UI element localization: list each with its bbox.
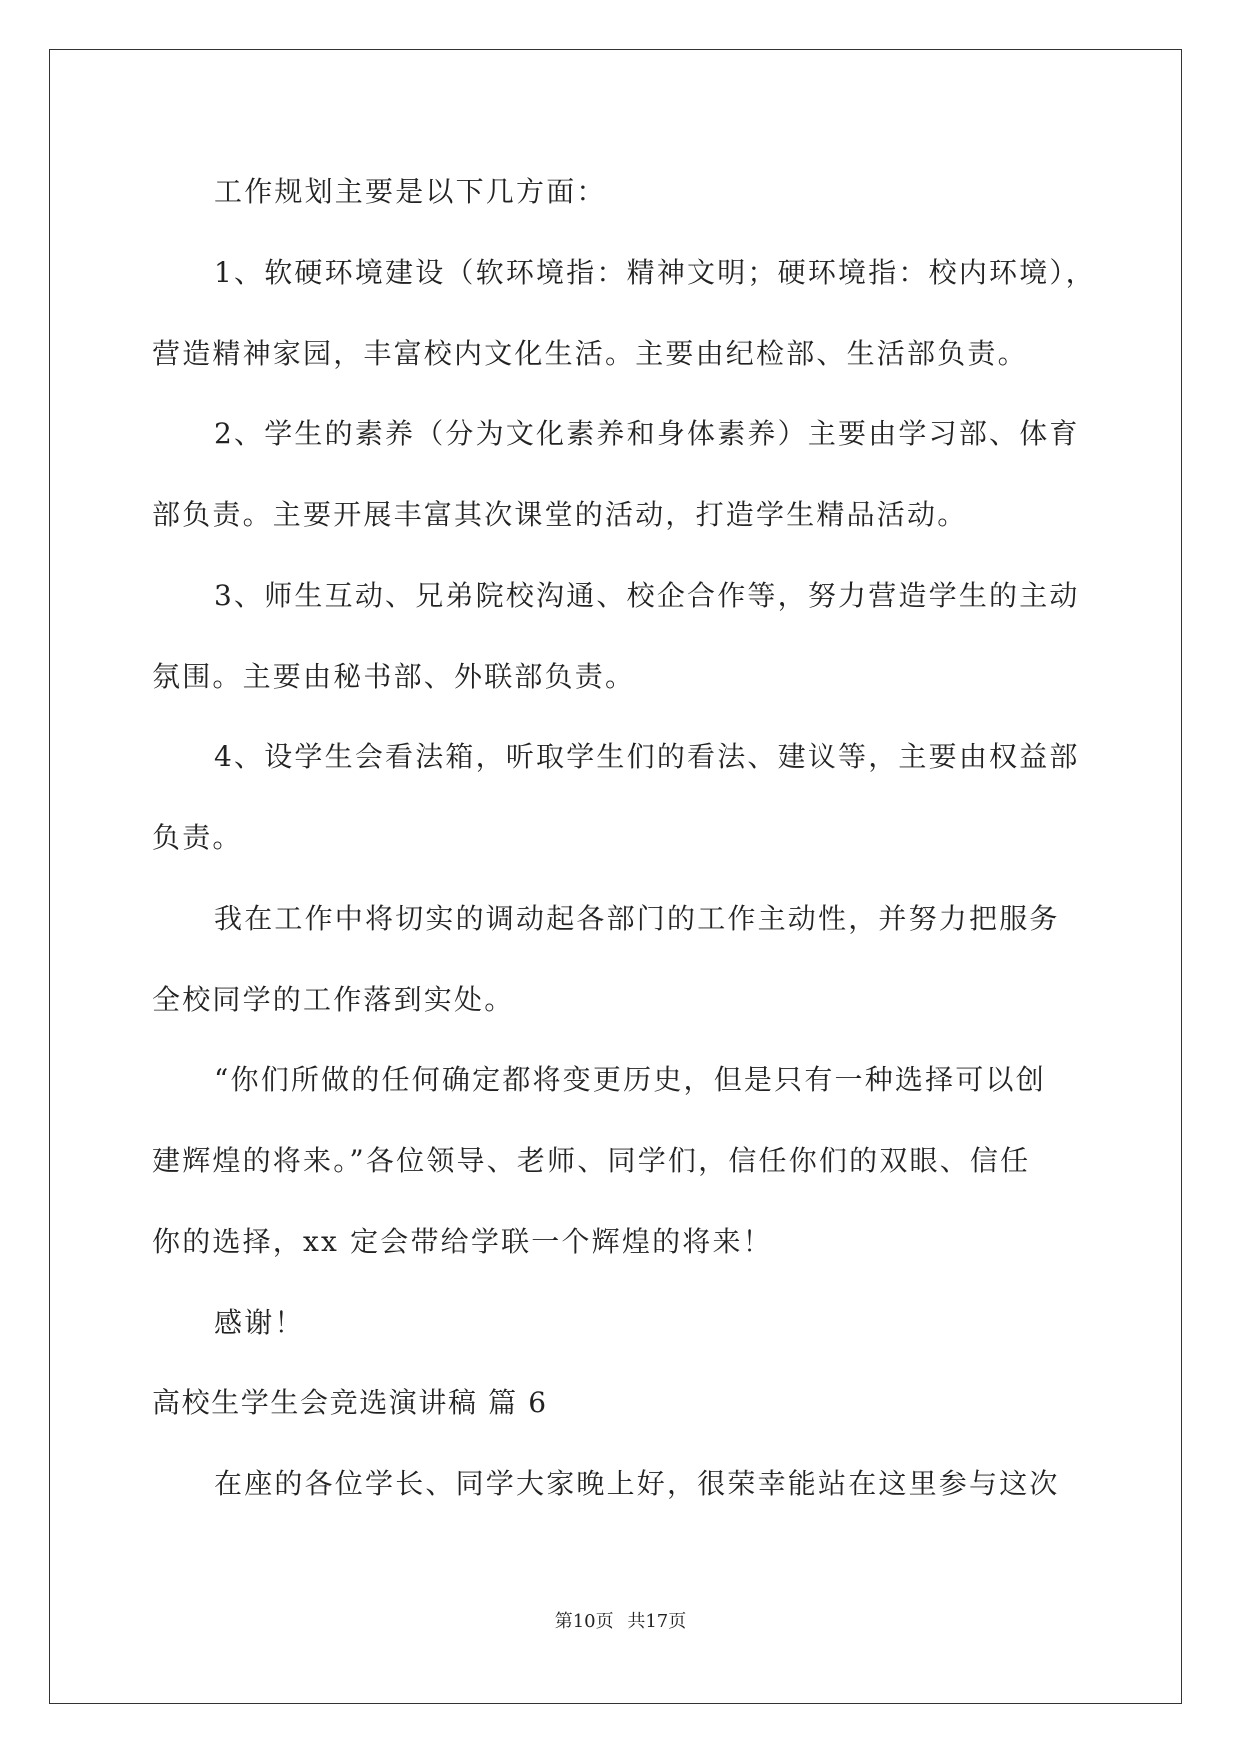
paragraph-line: 我在工作中将切实的调动起各部门的工作主动性，并努力把服务 bbox=[214, 902, 1060, 935]
paragraph-line: 感谢！ bbox=[214, 1306, 305, 1339]
paragraph-line: 工作规划主要是以下几方面： bbox=[214, 175, 607, 208]
paragraph-line: 2、学生的素养（分为文化素养和身体素养）主要由学习部、体育 bbox=[214, 417, 1080, 450]
paragraph-line: 3、师生互动、兄弟院校沟通、校企合作等，努力营造学生的主动 bbox=[214, 579, 1080, 612]
paragraph-line: 全校同学的工作落到实处。 bbox=[152, 983, 515, 1016]
paragraph-line: 部负责。主要开展丰富其次课堂的活动，打造学生精品活动。 bbox=[152, 498, 968, 531]
paragraph-line: 营造精神家园，丰富校内文化生活。主要由纪检部、生活部负责。 bbox=[152, 337, 1028, 370]
page-footer bbox=[0, 1610, 1241, 1634]
page-total: 共17页 bbox=[627, 1611, 687, 1632]
page-number: 第10页 bbox=[554, 1611, 614, 1632]
paragraph-line: 氛围。主要由秘书部、外联部负责。 bbox=[152, 660, 636, 693]
paragraph-line: “你们所做的任何确定都将变更历史，但是只有一种选择可以创 bbox=[214, 1063, 1046, 1096]
paragraph-line: 你的选择，xx 定会带给学联一个辉煌的将来！ bbox=[152, 1225, 773, 1258]
paragraph-line: 建辉煌的将来。”各位领导、老师、同学们，信任你们的双眼、信任 bbox=[152, 1144, 1031, 1177]
paragraph-line: 负责。 bbox=[152, 821, 243, 854]
paragraph-line: 在座的各位学长、同学大家晚上好，很荣幸能站在这里参与这次 bbox=[214, 1467, 1060, 1500]
paragraph-line: 4、设学生会看法箱，听取学生们的看法、建议等，主要由权益部 bbox=[214, 740, 1080, 773]
paragraph-line: 1、软硬环境建设（软环境指：精神文明；硬环境指：校内环境）， bbox=[214, 256, 1096, 289]
page-border bbox=[49, 49, 1182, 1704]
section-heading: 高校生学生会竞选演讲稿 篇 6 bbox=[152, 1386, 548, 1419]
